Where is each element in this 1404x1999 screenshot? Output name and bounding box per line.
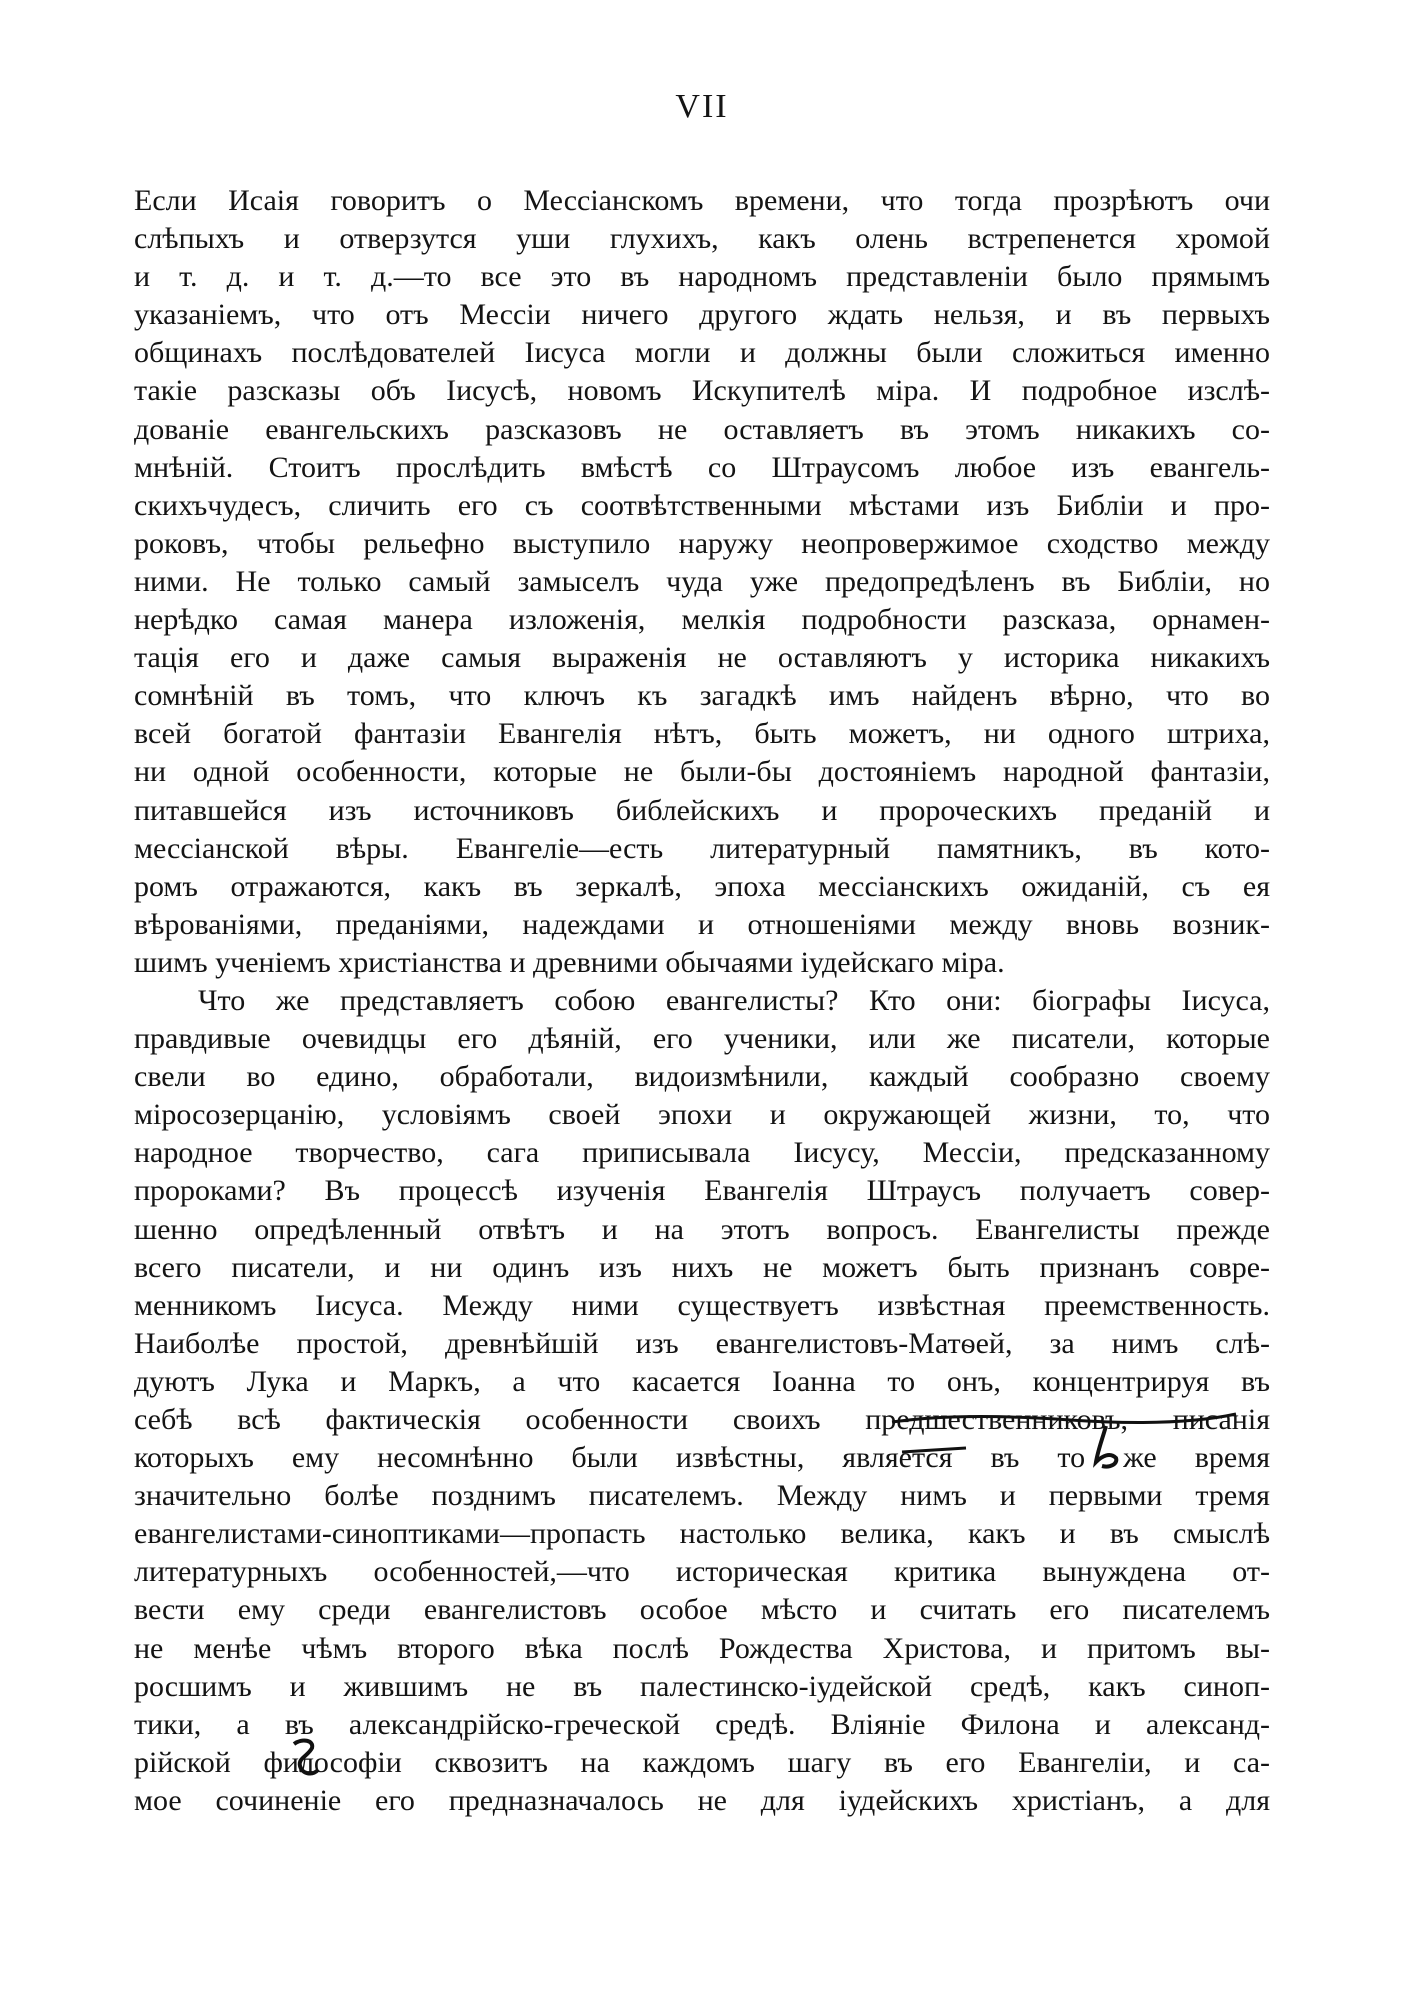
text-line: ними. Не только самый замыселъ чуда уже предопредѣленъ въ Библіи, но: [134, 564, 1270, 598]
text-line: дованіе евангельскихъ разсказовъ не оставляетъ въ этомъ никакихъ со-: [134, 412, 1270, 446]
body-text: [134, 182, 1270, 1820]
text-line: мессіанской вѣры. Евангеліе—есть литературный памятникъ, въ кото-: [134, 831, 1270, 865]
text-line: мое сочиненіе его предназначалось не для іудейскихъ христіанъ, а для: [134, 1783, 1270, 1817]
text-line: общинахъ послѣдователей Іисуса могли и должны были сложиться именно: [134, 336, 1270, 370]
text-line: литературныхъ особенностей,—что историческая критика вынуждена от-: [134, 1555, 1270, 1589]
text-line: ни одной особенности, которые не были-бы достояніемъ народной фантазіи,: [134, 755, 1270, 789]
text-line: шенно опредѣленный отвѣтъ и на этотъ вопросъ. Евангелисты прежде: [134, 1212, 1270, 1246]
text-line: роковъ, чтобы рельефно выступило наружу неопровержимое сходство между: [134, 526, 1270, 560]
text-line: рійской философіи сквозитъ на каждомъ шагу въ его Евангеліи, и са-: [134, 1745, 1270, 1779]
text-line: тація его и даже самыя выраженія не оставляютъ у историка никакихъ: [134, 641, 1270, 675]
text-line: росшимъ и жившимъ не въ палестинско-іудейской средѣ, какъ синоп-: [134, 1669, 1270, 1703]
paragraph-2: [134, 982, 1270, 1820]
text-line: скихъчудесъ, сличить его съ соотвѣтственными мѣстами изъ Библіи и про-: [134, 488, 1270, 522]
text-line: слѣпыхъ и отверзутся уши глухихъ, какъ олень встрепенется хромой: [134, 222, 1270, 256]
text-line: народное творчество, сага приписывала Іисусу, Мессіи, предсказанному: [134, 1136, 1270, 1170]
text-line: вести ему среди евангелистовъ особое мѣсто и считать его писателемъ: [134, 1593, 1270, 1627]
text-line: всего писатели, и ни одинъ изъ нихъ не можетъ быть признанъ совре-: [134, 1250, 1270, 1284]
text-line: питавшейся изъ источниковъ библейскихъ и пророческихъ преданій и: [134, 793, 1270, 827]
text-line: Наиболѣе простой, древнѣйшій изъ евангелистовъ-Матѳей, за нимъ слѣ-: [134, 1326, 1270, 1360]
text-line: Если Исаія говоритъ о Мессіанскомъ времени, что тогда прозрѣютъ очи: [134, 184, 1270, 217]
paragraph-1: [134, 182, 1270, 982]
text-line: такіе разсказы объ Іисусѣ, новомъ Искупителѣ міра. И подробное изслѣ-: [134, 374, 1270, 408]
text-line: шимъ ученіемъ христіанства и древними обычаями іудейскаго міра.: [134, 945, 1005, 979]
text-line: ромъ отражаются, какъ въ зеркалѣ, эпоха мессіанскихъ ожиданій, съ ея: [134, 869, 1270, 903]
text-line: свели во едино, обработали, видоизмѣнили, каждый сообразно своему: [134, 1060, 1270, 1094]
text-line: правдивые очевидцы его дѣяній, его ученики, или же писатели, которые: [134, 1022, 1270, 1056]
text-line: которыхъ ему несомнѣнно были извѣстны, является въ то же время: [134, 1441, 1270, 1475]
text-line: міросозерцанію, условіямъ своей эпохи и окружающей жизни, то, что: [134, 1098, 1270, 1132]
text-line: мнѣній. Стоитъ прослѣдить вмѣстѣ со Штраусомъ любое изъ евангель-: [134, 450, 1270, 484]
text-line: не менѣе чѣмъ второго вѣка послѣ Рождества Христова, и притомъ вы-: [134, 1631, 1270, 1665]
text-line: евангелистами-синоптиками—пропасть настолько велика, какъ и въ смыслѣ: [134, 1517, 1270, 1551]
page-number: VII: [675, 88, 729, 125]
text-line: сомнѣній въ томъ, что ключъ къ загадкѣ имъ найденъ вѣрно, что во: [134, 679, 1270, 713]
text-line: всей богатой фантазіи Евангелія нѣтъ, быть можетъ, ни одного штриха,: [134, 717, 1270, 751]
text-line: и т. д. и т. д.—то все это въ народномъ представленіи было прямымъ: [134, 260, 1270, 294]
text-line: пророками? Въ процессѣ изученія Евангелія Штраусъ получаетъ совер-: [134, 1174, 1270, 1208]
text-line: Что же представляетъ собою евангелисты? Кто они: біографы Іисуса,: [198, 983, 1270, 1017]
text-line: вѣрованіями, преданіями, надеждами и отношеніями между вновь возник-: [134, 907, 1270, 941]
text-line: тики, а въ александрійско-греческой средѣ. Вліяніе Филона и александ-: [134, 1707, 1270, 1741]
text-line: менникомъ Іисуса. Между ними существуетъ извѣстная преемственность.: [134, 1288, 1270, 1322]
text-line: значительно болѣе позднимъ писателемъ. Между нимъ и первыми тремя: [134, 1479, 1270, 1513]
text-line: себѣ всѣ фактическія особенности своихъ предшественниковъ, писанія: [134, 1403, 1270, 1436]
text-line: дуютъ Лука и Маркъ, а что касается Іоанна то онъ, концентрируя въ: [134, 1364, 1270, 1398]
text-line: нерѣдко самая манера изложенія, мелкія подробности разсказа, орнамен-: [134, 603, 1270, 637]
text-line: указаніемъ, что отъ Мессіи ничего другого ждать нельзя, и въ первыхъ: [134, 298, 1270, 332]
